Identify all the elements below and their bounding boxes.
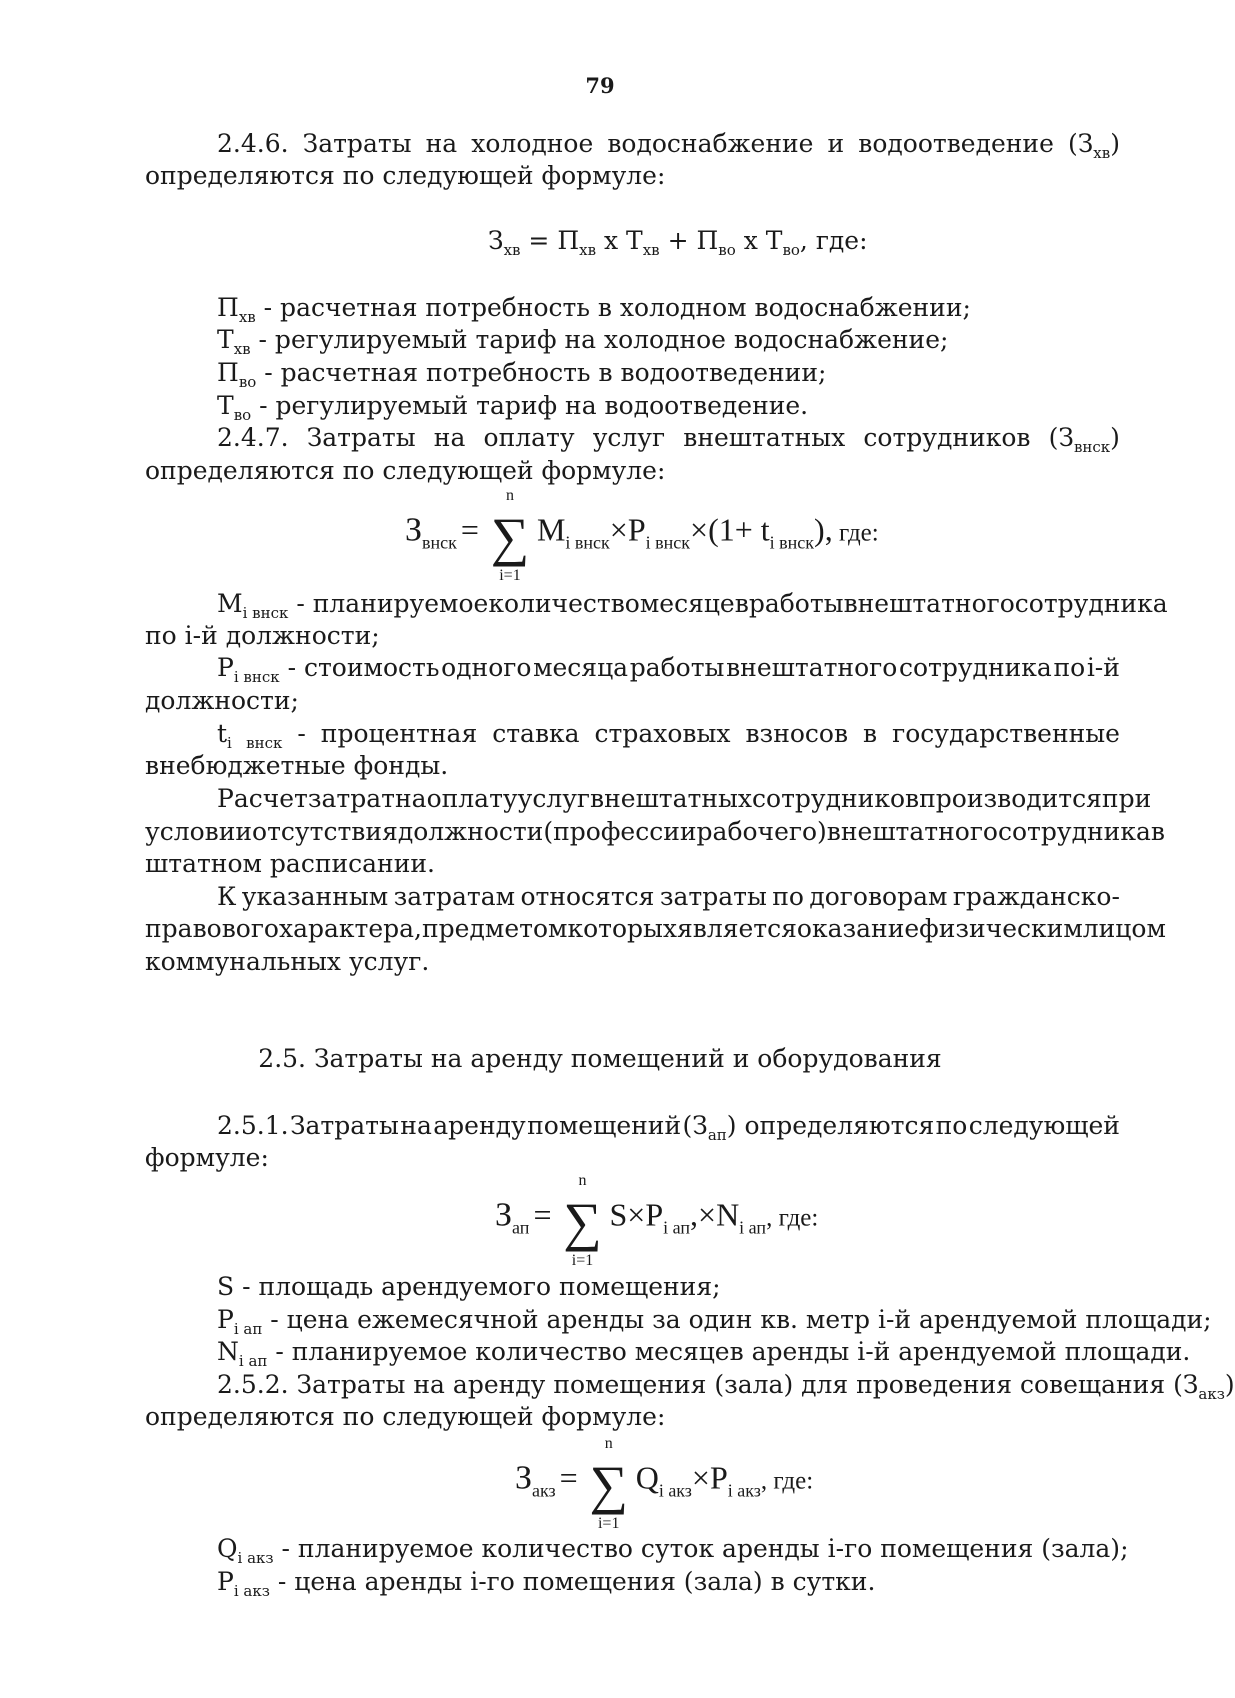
paragraph-247-line1: 2.4.7. Затраты на оплату услуг внештатных сотрудников $(З_{внск})$ xyxy=(217,423,1120,456)
def-line: $Q_{i акз}$ - планируемое количество суток аренды i-го помещения (зала); xyxy=(217,1534,1129,1567)
formula-freelance-staff: Звнск = n ∑ i=1 Mi внск×Pi внск×(1+ ti внск), где: xyxy=(405,487,879,584)
paragraph-252-line1: 2.5.2. Затраты на аренду помещения (зала) для проведения совещания $(З_{акз})$ xyxy=(217,1370,1235,1403)
section-heading: 2.5. Затраты на аренду помещений и оборудования xyxy=(258,1044,942,1073)
def-line: $Т_{во}$ - регулируемый тариф на водоотведение. xyxy=(217,391,809,424)
paragraph-calc-line3: штатном расписании. xyxy=(145,849,435,878)
def-line: $P_{i ап}$ - цена ежемесячной аренды за один кв. метр i-й арендуемой площади; xyxy=(217,1305,1212,1338)
def-m-line1: $M_{i внск}$ - планируемое количество месяцев работы внештатного сотрудника xyxy=(217,589,1168,622)
sum-symbol: n ∑ i=1 xyxy=(490,487,530,584)
sum-symbol: n ∑ i=1 xyxy=(589,1435,628,1532)
paragraph-252-line2: определяются по следующей формуле: xyxy=(145,1402,666,1431)
def-m-line2: по i-й должности; xyxy=(145,621,380,650)
formula-cold-water: $З_{хв} = П_{хв}$ х $Т_{хв} + П_{во}$ х $Т_{во}$, где: xyxy=(488,226,868,259)
paragraph-contracts-line1: К указанным затратам относятся затраты по договорам гражданско- xyxy=(217,882,1120,911)
formula-premises-rent: Зап = n ∑ i=1 S×Pi ап,×Ni ап, где: xyxy=(495,1172,819,1269)
def-t-line2: внебюджетные фонды. xyxy=(145,751,449,780)
def-line: $N_{i ап}$ - планируемое количество месяцев аренды i-й арендуемой площади. xyxy=(217,1337,1191,1370)
paragraph-246-line2: определяются по следующей формуле: xyxy=(145,161,666,190)
def-line: S - площадь арендуемого помещения; xyxy=(217,1272,721,1301)
def-line: $Т_{хв}$ - регулируемый тариф на холодное водоснабжение; xyxy=(217,325,949,358)
paragraph-contracts-line2: правового характера, предметом которых является оказание физическим лицом xyxy=(145,914,1166,943)
sum-symbol: n ∑ i=1 xyxy=(563,1172,602,1269)
def-p-line1: $P_{i внск}$ - стоимость одного месяца работы внештатного сотрудника по i-й xyxy=(217,653,1120,686)
def-line: $P_{i акз}$ - цена аренды i-го помещения (зала) в сутки. xyxy=(217,1567,876,1600)
paragraph-contracts-line3: коммунальных услуг. xyxy=(145,947,430,976)
paragraph-calc-line2: условии отсутствия должности (профессии рабочего) внештатного сотрудника в xyxy=(145,817,1165,846)
page-number: 79 xyxy=(585,73,615,98)
def-line: $П_{хв}$ - расчетная потребность в холодном водоснабжении; xyxy=(217,293,971,326)
paragraph-247-line2: определяются по следующей формуле: xyxy=(145,456,666,485)
paragraph-246-line1: 2.4.6. Затраты на холодное водоснабжение и водоотведение $(З_{хв})$ xyxy=(217,129,1120,162)
paragraph-calc-line1: Расчет затрат на оплату услуг внештатных сотрудников производится при xyxy=(217,784,1152,813)
def-t-line1: $t_{i внск}$ - процентная ставка страховых взносов в государственные xyxy=(217,719,1120,752)
def-p-line2: должности; xyxy=(145,686,299,715)
def-line: $П_{во}$ - расчетная потребность в водоотведении; xyxy=(217,358,827,391)
paragraph-251-line1: 2.5.1. Затраты на аренду помещений $(З_{ап})$ определяются по следующей xyxy=(217,1111,1120,1144)
formula-meeting-hall-rent: Закз = n ∑ i=1 Qi акз×Pi акз, где: xyxy=(515,1435,814,1532)
paragraph-251-line2: формуле: xyxy=(145,1143,269,1172)
